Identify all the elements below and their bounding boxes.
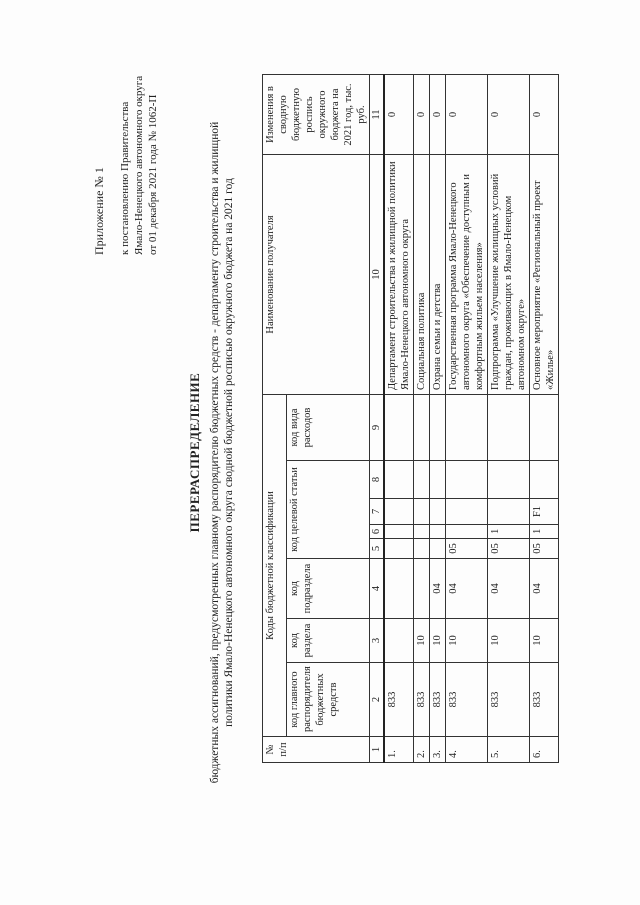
target-part4 <box>446 461 488 499</box>
vid-code <box>384 395 414 461</box>
vid-code <box>430 395 446 461</box>
row-number: 4. <box>446 737 488 763</box>
target-part1 <box>384 539 414 559</box>
target-part3: F1 <box>530 499 559 525</box>
recipient-name: Департамент строительства и жилищной политики Ямало-Ненецкого автономного округа <box>384 155 414 395</box>
table-row <box>414 75 430 763</box>
colnum: 9 <box>370 395 385 461</box>
target-part2 <box>430 525 446 539</box>
colnum: 8 <box>370 461 385 499</box>
change-value: 0 <box>414 75 430 155</box>
colnum: 10 <box>370 155 385 395</box>
target-part4 <box>488 461 530 499</box>
razdel-code: 10 <box>414 619 430 663</box>
colnum: 4 <box>370 559 385 619</box>
grbs-code: 833 <box>384 663 414 737</box>
vid-code <box>488 395 530 461</box>
colnum: 7 <box>370 499 385 525</box>
header-vid: код вида расходов <box>287 395 370 461</box>
target-part3 <box>384 499 414 525</box>
target-part3 <box>446 499 488 525</box>
target-part4 <box>384 461 414 499</box>
podrazdel-code: 04 <box>488 559 530 619</box>
table-header-row <box>263 75 287 763</box>
colnum: 1 <box>370 737 385 763</box>
colnum: 2 <box>370 663 385 737</box>
recipient-name: Подпрограмма «Улучшение жилищных условий граждан, проживающих в Ямало-Ненецком автономном округе» <box>488 155 530 395</box>
target-part4 <box>430 461 446 499</box>
change-value: 0 <box>430 75 446 155</box>
table-row <box>530 75 559 763</box>
recipient-name: Охрана семьи и детства <box>430 155 446 395</box>
table-row <box>488 75 530 763</box>
row-number: 6. <box>530 737 559 763</box>
change-value: 0 <box>446 75 488 155</box>
recipient-name: Социальная политика <box>414 155 430 395</box>
target-part2: 1 <box>530 525 559 539</box>
vid-code <box>414 395 430 461</box>
table-row <box>446 75 488 763</box>
target-part4 <box>530 461 559 499</box>
target-part3 <box>414 499 430 525</box>
target-part4 <box>414 461 430 499</box>
decree-reference <box>118 40 160 255</box>
change-value: 0 <box>488 75 530 155</box>
colnum: 6 <box>370 525 385 539</box>
target-part2 <box>384 525 414 539</box>
target-part3 <box>430 499 446 525</box>
grbs-code: 833 <box>430 663 446 737</box>
header-change: Изменения в сводную бюджетную роспись окружного бюджета на 2021 год, тыс. руб. <box>263 75 370 155</box>
change-value: 0 <box>384 75 414 155</box>
decree-line: от 01 декабря 2021 года № 1062-П <box>147 94 159 255</box>
table-row <box>384 75 414 763</box>
colnum: 11 <box>370 75 385 155</box>
row-number: 2. <box>414 737 430 763</box>
header-grbs: код главного распорядителя бюджетных средств <box>287 663 370 737</box>
column-number-row <box>370 75 385 763</box>
header-codes-group: Коды бюджетной классификации <box>263 395 287 737</box>
vid-code <box>446 395 488 461</box>
colnum: 3 <box>370 619 385 663</box>
colnum: 5 <box>370 539 385 559</box>
header-podrazdel: код подраздела <box>287 559 370 619</box>
podrazdel-code <box>384 559 414 619</box>
grbs-code: 833 <box>488 663 530 737</box>
razdel-code <box>384 619 414 663</box>
podrazdel-code: 04 <box>430 559 446 619</box>
header-num: № п/п <box>263 737 370 763</box>
target-part1: 05 <box>530 539 559 559</box>
target-part3 <box>488 499 530 525</box>
podrazdel-code: 04 <box>446 559 488 619</box>
grbs-code: 833 <box>414 663 430 737</box>
razdel-code: 10 <box>530 619 559 663</box>
document-subtitle: бюджетных ассигнований, предусмотренных главному распорядителю бюджетных средств - департаменту строительства и жилищной политики Ямало-Ненецкого автономного округа сводной бюджетной росписью окружного бюджета на 2021 год <box>209 121 235 784</box>
appendix-label: Приложение № 1 <box>92 167 106 255</box>
recipient-name: Государственная программа Ямало-Ненецкого автономного округа «Обеспечение доступным и комфортным жильем населения» <box>446 155 488 395</box>
razdel-code: 10 <box>446 619 488 663</box>
budget-table <box>262 74 559 763</box>
target-part2 <box>414 525 430 539</box>
row-number: 1. <box>384 737 414 763</box>
target-part1 <box>430 539 446 559</box>
header-recipient: Наименование получателя <box>263 155 370 395</box>
razdel-code: 10 <box>430 619 446 663</box>
decree-line: Ямало-Ненецкого автономного округа <box>133 75 145 255</box>
vid-code <box>530 395 559 461</box>
target-part2: 1 <box>488 525 530 539</box>
target-part1: 05 <box>446 539 488 559</box>
target-part2 <box>446 525 488 539</box>
document-title: ПЕРЕРАСПРЕДЕЛЕНИЕ <box>187 372 202 533</box>
recipient-name: Основное мероприятие «Региональный проект «Жилье» <box>530 155 559 395</box>
table-row <box>430 75 446 763</box>
header-target: код целевой статьи <box>287 461 370 559</box>
row-number: 5. <box>488 737 530 763</box>
target-part1: 05 <box>488 539 530 559</box>
podrazdel-code <box>414 559 430 619</box>
target-part1 <box>414 539 430 559</box>
header-razdel: код раздела <box>287 619 370 663</box>
razdel-code: 10 <box>488 619 530 663</box>
grbs-code: 833 <box>446 663 488 737</box>
podrazdel-code: 04 <box>530 559 559 619</box>
change-value: 0 <box>530 75 559 155</box>
row-number: 3. <box>430 737 446 763</box>
decree-line: к постановлению Правительства <box>119 101 131 255</box>
grbs-code: 833 <box>530 663 559 737</box>
